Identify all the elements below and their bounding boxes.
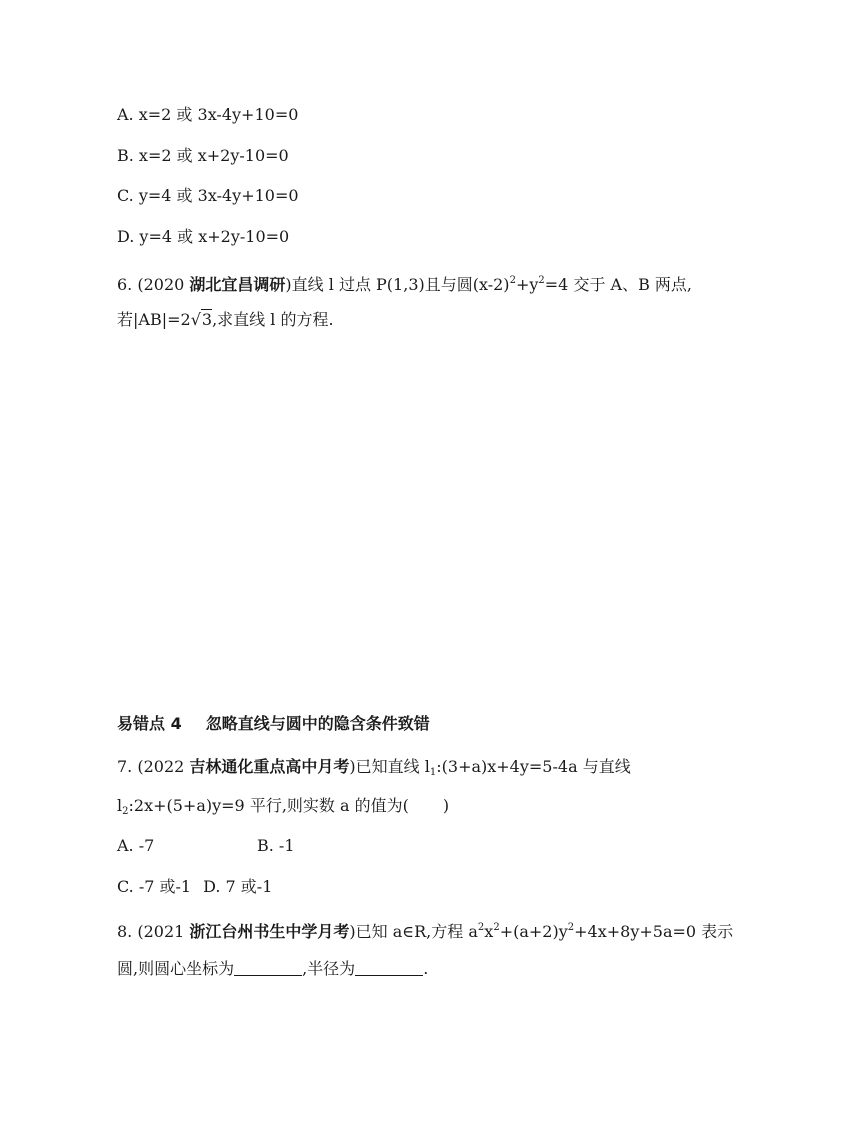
q7-stem-line1: 7. (2022 吉林通化重点高中月考)已知直线 $l_1:(3+a)x+4y=5-4a$ 与直线 [117, 757, 631, 778]
section-heading: 易错点 4 忽略直线与圆中的隐含条件致错 [117, 714, 430, 733]
q5-option-d: D. y=4 或 x+2y-10=0 [117, 227, 290, 246]
q7-option-c: C. -7 或-1 [117, 877, 192, 896]
q8-stem-line1: 8. (2021 浙江台州书生中学月考)已知 a∈R,方程 $a^2x^2+(a+2)y^2+4x+8y+5a=0$ 表示 [117, 922, 734, 941]
q7-option-d: D. 7 或-1 [203, 877, 273, 896]
q7-options-row2 [117, 876, 272, 898]
q8-stem-line2: 圆,则圆心坐标为 ,半径为 . [117, 959, 429, 978]
q5-option-c: C. y=4 或 3x-4y+10=0 [117, 186, 299, 205]
radius-blank[interactable] [355, 961, 423, 976]
q6-source: 湖北宜昌调研 [189, 275, 286, 294]
q7-source: 吉林通化重点高中月考 [189, 757, 350, 776]
q8-source: 浙江台州书生中学月考 [189, 922, 350, 941]
center-blank[interactable] [234, 961, 302, 976]
q7-stem-line2: $l_2:2x+(5+a)y=9$ 平行,则实数 a 的值为( ) [117, 796, 450, 817]
q7-option-b: B. -1 [257, 836, 295, 855]
q6-stem-line1: 6. (2020 湖北宜昌调研)直线 l 过点 P(1,3)且与圆$(x-2)^2+y^2=4$ 交于 A、B 两点, [117, 275, 693, 294]
q6-stem-line2: 若|AB|=2√3,求直线 l 的方程. [117, 310, 334, 329]
q5-option-a: A. x=2 或 3x-4y+10=0 [117, 105, 299, 124]
sqrt-symbol: √3 [190, 310, 213, 329]
q7-options-row1 [117, 835, 295, 857]
q7-option-a: A. -7 [117, 836, 155, 855]
q5-option-b: B. x=2 或 x+2y-10=0 [117, 146, 289, 165]
